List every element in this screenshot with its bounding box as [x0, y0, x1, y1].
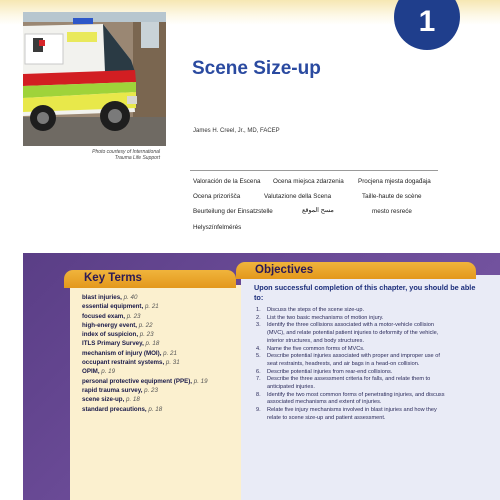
photo-credit-line-1: Photo courtesy of International [92, 149, 160, 155]
objective-number: 5. [256, 353, 261, 360]
key-term-page: p. 40 [123, 294, 138, 301]
key-term-page: p. 22 [138, 321, 153, 329]
key-terms-title: Key Terms [84, 272, 142, 284]
key-term-page: p. 18 [148, 405, 163, 413]
translation-item: Taille-haute de scène [362, 193, 422, 200]
objective-text: Describe the three assessment criteria for falls, and relate them to anticipated injuries. [267, 376, 431, 391]
divider-rule [190, 170, 438, 171]
objective-item [256, 392, 446, 407]
objective-number: 8. [256, 391, 261, 398]
key-term: scene size-up, [82, 396, 125, 404]
key-term: mechanism of injury (MOI), [82, 349, 162, 357]
author-line: James H. Creel, Jr., MD, FACEP [193, 128, 280, 134]
photo-credit-line-2: Trauma Life Support [114, 155, 160, 161]
objective-item [256, 315, 446, 323]
objective-number: 9. [256, 407, 261, 414]
key-term-page: p. 21 [144, 303, 159, 311]
key-term: blast injuries, [82, 294, 122, 301]
key-term-page: p. 18 [126, 396, 140, 404]
objective-number: 4. [256, 345, 261, 352]
key-term-item [82, 395, 237, 404]
translation-item: Helyszínfelmérés [193, 224, 242, 231]
objective-text: Identify the two most common forms of penetrating injuries, and discuss associated mechanisms and extent of injuries. [267, 391, 445, 406]
objectives-intro: Upon successful completion of this chapter, you should be able to: [254, 283, 476, 302]
objective-item [256, 322, 446, 345]
key-term-item [82, 302, 237, 311]
objective-number: 6. [256, 368, 261, 375]
key-term-item [82, 386, 237, 395]
objective-text: Name the five common forms of MVCs. [267, 345, 365, 352]
key-term-page: p. 23 [144, 386, 158, 394]
translation-item: مسح الموقع [302, 207, 334, 214]
key-term-item [82, 358, 237, 367]
key-term-page: p. 31 [165, 359, 180, 367]
objective-item [256, 369, 446, 377]
key-term-item [82, 349, 237, 358]
objectives-title: Objectives [255, 264, 314, 276]
translation-item: mesto resreće [372, 208, 412, 215]
chapter-number-badge [394, 0, 460, 50]
objective-text: Identify the three collisions associated with a motor-vehicle collision (MVC), and relate potential patient injuries to deformity of the vehicle, interior structures, and body structures. [267, 322, 439, 344]
key-term-item [82, 321, 237, 330]
objective-text: List the two basic mechanisms of motion injury. [267, 314, 384, 321]
key-term-item [82, 367, 237, 376]
title-translations [190, 178, 460, 238]
ambulance-photo [23, 12, 166, 146]
key-term-page: p. 23 [126, 312, 141, 320]
objective-text: Describe potential injuries from rear-end collisions. [267, 368, 393, 375]
key-term-page: p. 23 [139, 331, 154, 339]
key-term-page: p. 19 [193, 377, 208, 385]
key-term: occupant restraint systems, [82, 359, 165, 367]
translation-item: Beurteilung der Einsatzstelle [193, 208, 273, 215]
key-term: high-energy event, [82, 321, 138, 329]
key-term: standard precautions, [82, 405, 147, 413]
key-term: index of suspicion, [82, 331, 139, 339]
translation-item: Ocena prizorišča [193, 193, 241, 200]
objective-number: 3. [256, 322, 261, 329]
objective-number: 7. [256, 376, 261, 383]
key-term-page: p. 19 [101, 368, 116, 376]
key-term: essential equipment, [82, 303, 144, 311]
key-term-item [82, 405, 237, 414]
key-term-page: p. 21 [163, 349, 177, 357]
key-term-item [82, 377, 237, 386]
translation-item: Valoración de la Escena [193, 178, 261, 185]
objectives-list [256, 307, 446, 423]
objective-text: Describe potential injuries associated with proper and improper use of seat restraints, headrests, and air bags in a head-on collision. [267, 353, 440, 367]
objective-item [256, 407, 446, 422]
objective-item [256, 346, 446, 354]
key-term: rapid trauma survey, [82, 386, 143, 394]
key-terms-list [82, 293, 237, 414]
key-term-item [82, 330, 237, 339]
translation-item: Valutazione della Scena [264, 193, 332, 200]
key-term: personal protective equipment (PPE), [82, 377, 193, 385]
chapter-title: Scene Size-up [192, 58, 321, 79]
key-term-page: p. 18 [145, 340, 160, 348]
key-term: OPIM, [82, 368, 100, 376]
key-term-item [82, 312, 237, 321]
objective-item [256, 353, 446, 368]
objective-number: 1. [256, 307, 261, 313]
key-term-item [82, 339, 237, 348]
key-term: focused exam, [82, 312, 125, 320]
objective-text: Discuss the steps of the scene size-up. [267, 307, 365, 313]
key-term-item [82, 293, 237, 302]
objective-item [256, 307, 446, 315]
chapter-number: 1 [418, 5, 436, 38]
translation-item: Ocena miejsca zdarzenia [273, 178, 344, 185]
objective-item [256, 376, 446, 391]
translation-item: Procjena mjesta događaja [358, 178, 431, 185]
objective-number: 2. [256, 314, 261, 321]
key-term: ITLS Primary Survey, [82, 340, 144, 348]
objective-text: Relate five injury mechanisms involved in blast injuries and how they relate to scene size-up and patient assessment. [267, 407, 437, 421]
photo-credit [60, 149, 160, 161]
